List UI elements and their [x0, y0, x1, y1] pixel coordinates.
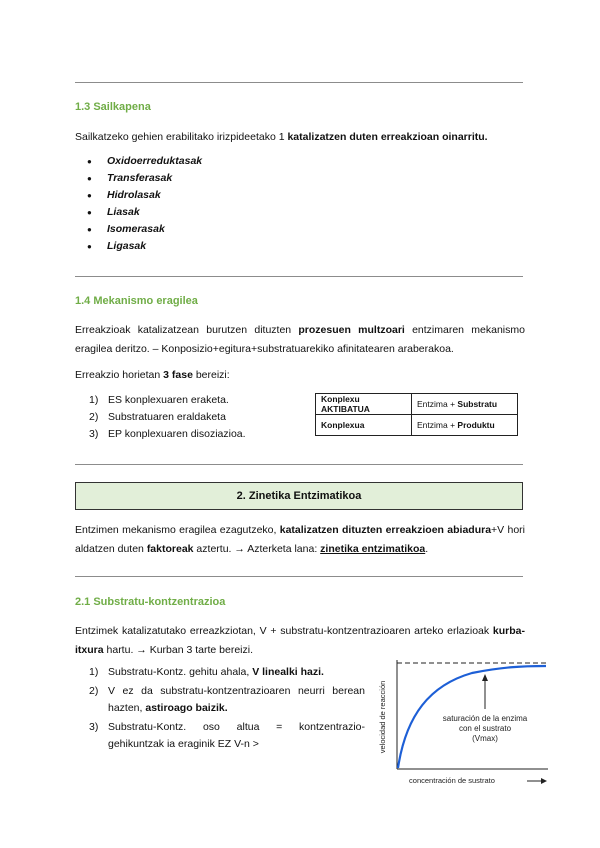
table-row — [316, 415, 518, 436]
list-item: 2) Substratuaren eraldaketa — [89, 411, 226, 423]
complex-table — [315, 393, 518, 436]
list-item: ● Isomerasak — [75, 221, 202, 238]
phase-list — [75, 392, 305, 443]
table-cell: Konplexu AKTIBATUA — [316, 394, 412, 415]
list-item: 3) Substratu-Kontz. oso altua = kontzentrazio-gehikuntzak ia eraginik EZ V-n > — [89, 721, 365, 750]
enzyme-class-list — [75, 153, 202, 255]
section-title-2-1: 2.1 Substratu-kontzentrazioa — [75, 596, 226, 608]
divider — [75, 464, 523, 465]
section-title-1-3: 1.3 Sailkapena — [75, 101, 151, 113]
paragraph-classification: Sailkatzeko gehien erabilitako irizpideetako 1 katalizatzen duten erreakzioan oinarritu. — [75, 131, 488, 143]
list-item: ● Ligasak — [75, 238, 202, 255]
annotation-line-1: saturación de la enzima — [442, 714, 528, 723]
annotation-line-2: con el sustrato — [458, 724, 512, 733]
table-cell: Entzima + Produktu — [412, 415, 518, 436]
list-item: ● Liasak — [75, 204, 202, 221]
divider — [75, 576, 523, 577]
annotation-line-3: (Vmax) — [472, 734, 498, 743]
divider — [75, 82, 523, 83]
section-title-1-4: 1.4 Mekanismo eragilea — [75, 295, 198, 307]
list-item: 2) V ez da substratu-kontzentrazioaren neurri berean hazten, astiroago baizik. — [89, 685, 365, 714]
divider — [75, 276, 523, 277]
list-item: 3) EP konplexuaren disoziazioa. — [89, 428, 246, 440]
list-item: ● Hidrolasak — [75, 187, 202, 204]
paragraph-kinetics: Entzimen mekanismo eragilea ezagutzeko, katalizatzen dituzten erreakzioen abiadura+V hori aldatzen duten faktoreak aztertu. → Azterketa lana: zinetika entzimatikoa. — [75, 524, 526, 555]
table-cell: Entzima + Substratu — [412, 394, 518, 415]
x-axis-label: concentración de sustrato — [409, 776, 495, 785]
list-item: 1) Substratu-Kontz. gehitu ahala, V linealki hazi. — [89, 666, 324, 678]
paragraph-substrate: Entzimek katalizatutako erreazkziotan, V + substratu-kontzentrazioaren arteko erlazioak kurba-itxura hartu. → Kurban 3 tarte bereizi. — [75, 625, 525, 656]
list-item: ● Oxidoerreduktasak — [75, 153, 202, 170]
list-item: ● Transferasak — [75, 170, 202, 187]
curve-phase-list — [75, 664, 365, 753]
arrowhead-icon — [482, 674, 488, 681]
section-heading-2: 2. Zinetika Entzimatikoa — [75, 482, 523, 510]
list-item: 1) ES konplexuaren eraketa. — [89, 394, 229, 406]
paragraph-phases: Erreakzio horietan 3 fase bereizi: — [75, 369, 230, 381]
paragraph-mechanism: Erreakzioak katalizatzean burutzen dituzten prozesuen multzoari entzimaren mekanismo eragilea deritzo. – Konposizio+egitura+substratuarekiko afinitatearen araberakoa. — [75, 324, 525, 355]
table-row — [316, 394, 518, 415]
saturation-curve-graph — [372, 655, 552, 790]
arrow-right-icon — [541, 778, 547, 784]
table-cell: Konplexua — [316, 415, 412, 436]
y-axis-label: velocidad de reacción — [378, 680, 387, 754]
